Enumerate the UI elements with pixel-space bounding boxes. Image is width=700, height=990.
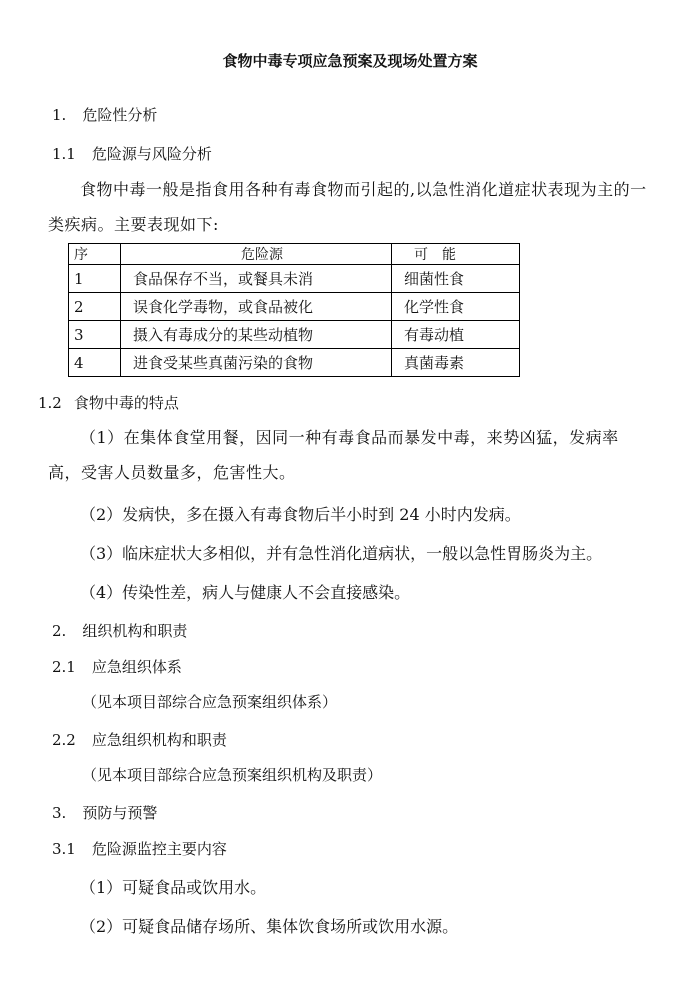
- table-cell: 2: [69, 293, 121, 321]
- section-2-1-heading: [52, 656, 182, 677]
- table-row: [69, 349, 520, 377]
- section-number: 1.1: [52, 145, 76, 163]
- section-title: 组织机构和职责: [82, 622, 188, 640]
- feature-item: （1）在集体食堂用餐，因同一种有毒食品而暴发中毒，来势凶猛，发病率高，受害人员数量多，危害性大。: [48, 428, 619, 482]
- table-row: [69, 293, 520, 321]
- section-title: 危险性分析: [82, 106, 158, 124]
- section-title: 食物中毒的特点: [73, 394, 179, 412]
- feature-item: （2）发病快，多在摄入有毒食物后半小时到 24 小时内发病。: [80, 505, 521, 524]
- section-title: 应急组织机构和职责: [91, 731, 227, 749]
- section-number: 2.2: [52, 731, 76, 749]
- intro-paragraph: 食物中毒一般是指食用各种有毒食物而引起的,以急性消化道症状表现为主的一类疾病。主要表现如下:: [48, 180, 647, 234]
- section-2-heading: [52, 620, 187, 641]
- table-cell: 化学性食: [392, 293, 520, 321]
- section-number: 3.1: [52, 840, 76, 858]
- section-number: 2.1: [52, 658, 76, 676]
- table-cell: 3: [69, 321, 121, 349]
- monitor-item: （2）可疑食品储存场所、集体饮食场所或饮用水源。: [80, 917, 459, 936]
- section-1-2-heading: [38, 392, 179, 413]
- table-cell: 1: [69, 265, 121, 293]
- table-cell: 摄入有毒成分的某些动植物: [121, 321, 392, 349]
- section-1-heading: [52, 104, 157, 125]
- feature-item: （3）临床症状大多相似，并有急性消化道病状，一般以急性胃肠炎为主。: [80, 544, 603, 563]
- section-title: 危险源监控主要内容: [91, 840, 227, 858]
- feature-item: （4）传染性差，病人与健康人不会直接感染。: [80, 583, 411, 602]
- header-cell: 危险源: [121, 244, 392, 265]
- table-cell: 4: [69, 349, 121, 377]
- table-cell: 食品保存不当，或餐具未消: [121, 265, 392, 293]
- section-1-1-heading: [52, 143, 212, 164]
- table-row: [69, 321, 520, 349]
- reference-note: （见本项目部综合应急预案组织机构及职责）: [82, 766, 383, 784]
- section-title: 预防与预警: [82, 804, 158, 822]
- section-3-heading: [52, 802, 157, 823]
- table-cell: 细菌性食: [392, 265, 520, 293]
- table-header-row: [69, 244, 520, 265]
- section-number: 2.: [52, 622, 67, 640]
- section-number: 3.: [52, 804, 67, 822]
- reference-note: （见本项目部综合应急预案组织体系）: [82, 693, 338, 711]
- table-cell: 误食化学毒物，或食品被化: [121, 293, 392, 321]
- header-cell: 序: [69, 244, 121, 265]
- page-title: 食物中毒专项应急预案及现场处置方案: [222, 52, 478, 70]
- section-number: 1.: [52, 106, 67, 124]
- section-title: 应急组织体系: [91, 658, 182, 676]
- header-cell: 可 能: [392, 244, 520, 265]
- table-cell: 有毒动植: [392, 321, 520, 349]
- section-title: 危险源与风险分析: [91, 145, 212, 163]
- hazard-table: [68, 243, 520, 377]
- monitor-item: （1）可疑食品或饮用水。: [80, 878, 267, 897]
- table-cell: 真菌毒素: [392, 349, 520, 377]
- section-2-2-heading: [52, 729, 227, 750]
- table-row: [69, 265, 520, 293]
- section-3-1-heading: [52, 838, 227, 859]
- section-number: 1.2: [38, 394, 62, 412]
- table-cell: 进食受某些真菌污染的食物: [121, 349, 392, 377]
